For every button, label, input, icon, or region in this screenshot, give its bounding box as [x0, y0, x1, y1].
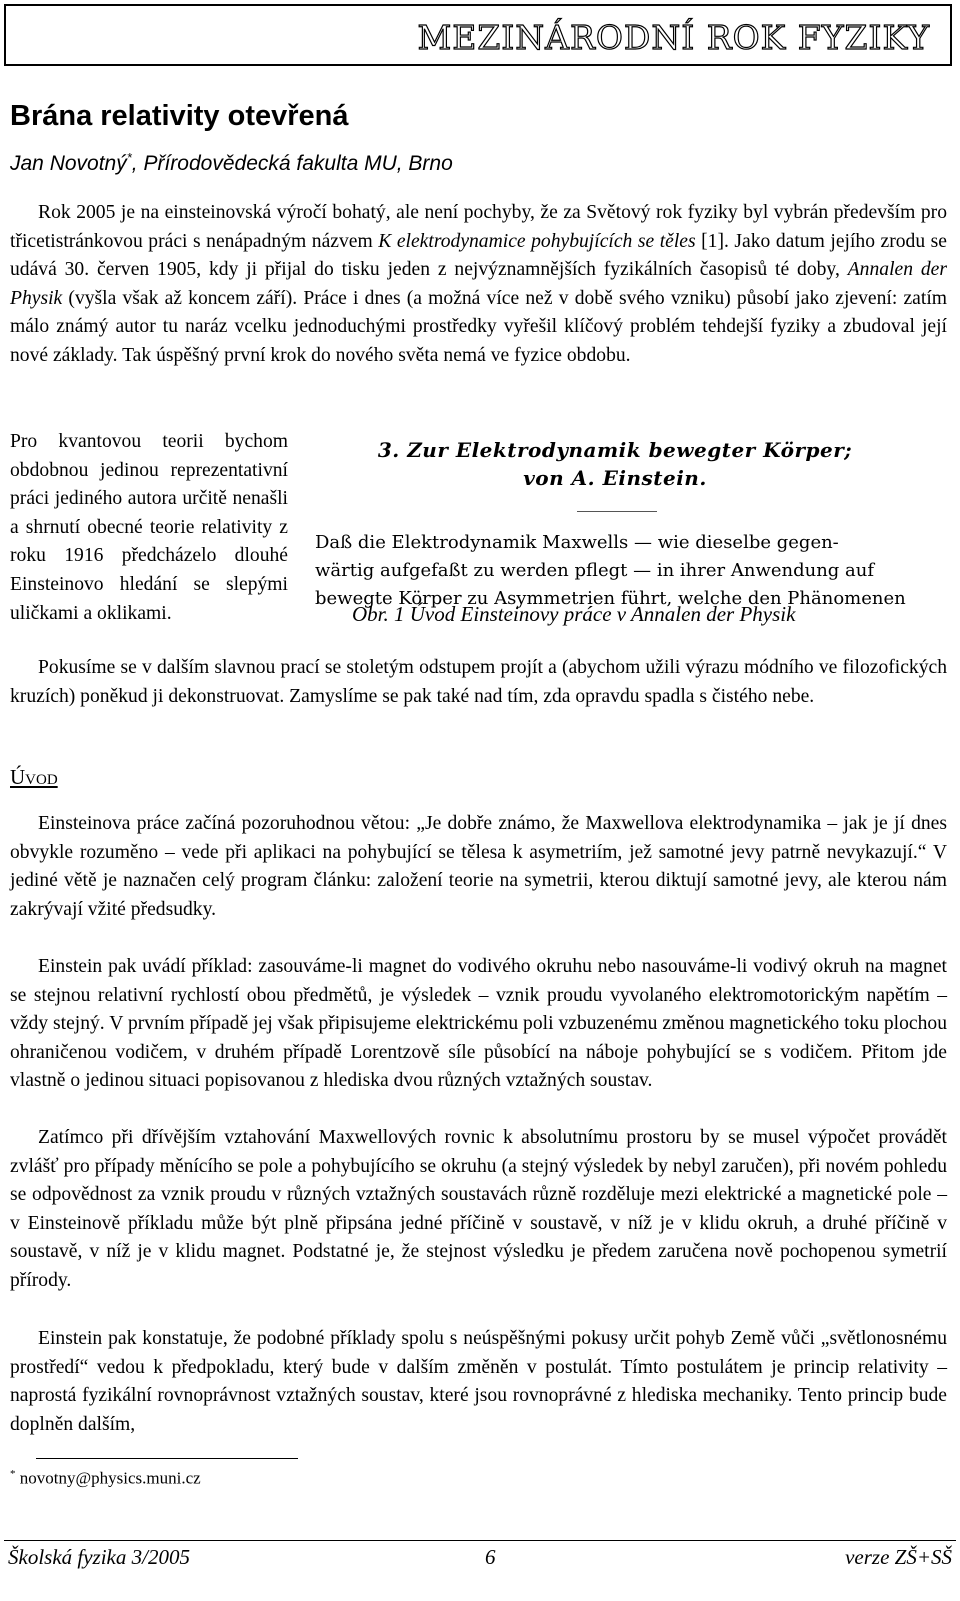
footnote-email: novotny@physics.muni.cz — [19, 1468, 201, 1488]
wrapped-paragraph: Pro kvantovou teorii bychom obdobnou jedinou reprezentativní práci jediného autora určitě nenašli a shrnutí obecné teorie relativity z roku 1916 předcházelo dlouhé Einsteinovo hledání se slepými uličkami a oklikami. — [10, 431, 288, 624]
author-footnote-marker: * — [126, 150, 132, 165]
section-header-title: MEZINÁRODNÍ ROK FYZIKY — [417, 18, 930, 57]
journal-name: Annalen der Physik — [10, 259, 947, 309]
section-paragraph-2: Einstein pak uvádí příklad: zasouváme-li magnet do vodivého okruhu nebo nasouváme-li vodivý okruh na magnet se stejnou relativní rychlostí obou předmětů, je výsledek – vznik proudu vyvolaného elektromotorickým napětím – vždy stejný. V prvním případě jej však připisujeme elektrickému poli vzbuzenému změnou magnetického toku plochou ohraničenou vodičem, v druhém případě Lorentzově síle působící na náboje pohybující se s vodičem. Přitom jde vlastně o jedinou situaci popisovanou z hlediska dvou různých vztažných soustav. — [10, 956, 947, 1092]
section-paragraph-4: Einstein pak konstatuje, že podobné příklady spolu s neúspěšnými pokusy určit pohyb Země vůči „světlonosnému prostředí“ vedou k předpokladu, který bude v dalším změněn v postulát. Tímto postulátem je princip relativity – naprostá fyzikální rovnoprávnost vztažných soustav, které jsou rovnoprávné z hlediska mechaniky. Tento princip bude doplněn dalším, — [10, 1328, 947, 1435]
section-paragraph-3: Zatímco při dřívějším vztahování Maxwellových rovnic k absolutnímu prostoru by se musel výpočet provádět zvlášť pro případy měnícího se pole a pohybujícího se okruhu (a stejný výsledek by nebyl zaručen), při novém pohledu se odpovědnost za vznik proudu v různých vztažných soustavách různě rozděluje mezi elektrické a magnetické pole – v Einsteinově příkladu může být plně připsána jedné příčině v soustavě, v níž je v klidu okruh, a druhé příčině v soustavě, v níž je v klidu magnet. Podstatné je, že stejnost výsledku je předem zaručena nově pochopenou symetrií přírody. — [10, 1127, 947, 1291]
intro-text-c: (vyšla však až koncem září). Práce i dnes (a možná více než v době svého vzniku) působí jako zjevení: zatím málo známý autor tu naráz vcelku jednoduchými prostředky vyřešil klíčový problém tehdejší fyziky a zbudoval její nové základy. Tak úspěšný první krok do nového světa nemá ve fyzice obdobu. — [10, 287, 947, 366]
footnote-marker: * — [10, 1468, 16, 1480]
intro-paragraph-2: Pokusíme se v dalším slavnou prací se stoletým odstupem projít a (abychom užili výrazu módního ve filozofických kruzích) poněkud ji dekonstruovat. Zamyslíme se pak také nad tím, zda opravdu spadla s čistého nebe. — [10, 657, 947, 707]
figure-rule — [577, 511, 657, 512]
figure-caption: Obr. 1 Úvod Einsteinovy práce v Annalen der Physik — [352, 602, 796, 626]
footer-journal: Školská fyzika 3/2005 — [8, 1545, 190, 1569]
figure-text-line1: Daß die Elektrodynamik Maxwells — wie dieselbe gegen- — [315, 532, 839, 553]
footnote — [10, 1468, 201, 1489]
author-line — [10, 150, 453, 176]
paper-title: K elektrodynamice pohybujících se těles — [378, 230, 696, 252]
section-heading: Úvod — [10, 765, 58, 789]
figure-heading-line1: 3. Zur Elektrodynamik bewegter Körper; — [377, 438, 853, 462]
footer-page-number: 6 — [485, 1545, 496, 1569]
figure-heading-line2: von A. Einstein. — [523, 466, 707, 490]
intro-paragraph — [10, 199, 947, 371]
section-header — [4, 4, 952, 66]
intro-text-b: [1]. Jako datum jejího zrodu se udává 30. červen 1905, kdy ji přijal do tisku jeden z nejvýznamnějších fyzikálních časopisů té doby, — [10, 230, 948, 281]
footer-version: verze ZŠ+SŠ — [845, 1545, 952, 1569]
author-affiliation: , Přírodovědecká fakulta MU, Brno — [131, 152, 453, 175]
figure-einstein-paper — [315, 432, 915, 610]
article-title: Brána relativity otevřená — [10, 100, 349, 132]
figure-text-line3: bewegte Körper zu Asymmetrien führt, welche den Phänomenen — [315, 588, 906, 609]
figure-text-line2: wärtig aufgefaßt zu werden pflegt — in ihrer Anwendung auf — [315, 560, 875, 581]
footer-rule — [4, 1540, 956, 1541]
intro-text-a: Rok 2005 je na einsteinovská výročí bohatý, ale není pochyby, že za Světový rok fyziky byl vybrán především pro třicetistránkovou práci s nenápadným názvem — [10, 202, 947, 252]
author-name: Jan Novotný — [10, 152, 127, 175]
footnote-rule — [36, 1458, 298, 1459]
section-paragraph-1: Einsteinova práce začíná pozoruhodnou větou: „Je dobře známo, že Maxwellova elektrodynamika – jak je jí dnes obvykle rozuměno – vede při aplikaci na pohybující se tělesa k asymetriím, jež samotné jevy patrně nevykazují.“ V jediné větě je naznačen celý program článku: založení teorie na symetrii, kterou diktují samotné jevy, ale kterou nám zakrývají vžité předsudky. — [10, 813, 947, 920]
